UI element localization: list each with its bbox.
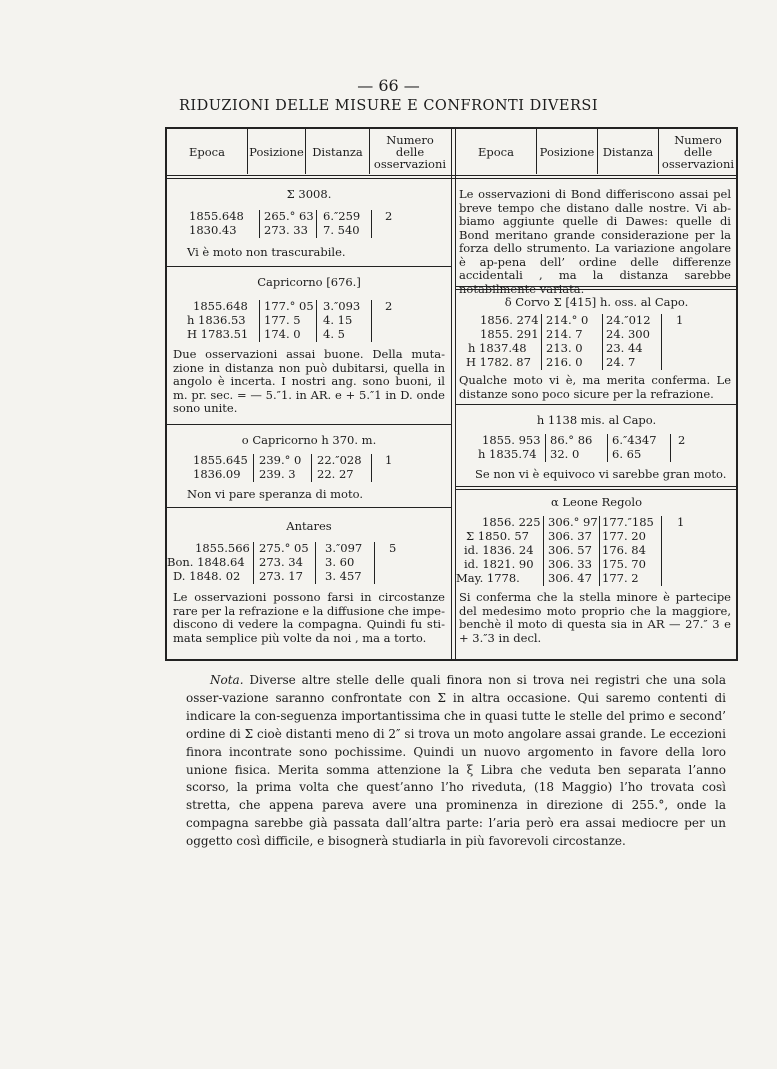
right-header-epoca: Epoca [478, 145, 514, 159]
entry-title-capricorno: Capricorno [676.] [257, 275, 361, 289]
table-row: 1855.566 275.° 05 3.″097 5 [195, 541, 397, 555]
table-row: H 1782. 87 216. 0 24. 7 [466, 355, 636, 369]
col-sep [371, 300, 372, 342]
table-row: 1830.43 273. 33 7. 540 [189, 223, 360, 237]
col-sep [599, 516, 600, 586]
page-number: — 66 — [357, 76, 420, 95]
left-header-sep [369, 129, 370, 174]
entry-title-s3008: Σ 3008. [286, 187, 332, 201]
table-row: h 1837.48 213. 0 23. 44 [468, 341, 643, 355]
section-rule [166, 424, 451, 425]
col-sep [316, 300, 317, 342]
entry-title-ocapricorno: ο Capricorno h 370. m. [241, 433, 377, 447]
entry-note-h1138: Se non vi è equivoco vi sarebbe gran moto. [475, 467, 727, 481]
col-sep [316, 210, 317, 238]
entry-title-h1138: h 1138 mis. al Capo. [536, 413, 657, 427]
col-sep [661, 314, 662, 370]
right-header-numero: Numero delle osservazioni [661, 133, 735, 171]
col-sep [661, 516, 662, 586]
entry-title-antares: Antares [286, 519, 332, 533]
nota-text: Diverse altre stelle delle quali finora non si trova nei registri che una sola osser-vazione saranno confrontate con Σ in altra occasione. Qui saremo contenti di indicare la con-seguenza importantissima che in quasi tutte le stelle del primo e second’ ordine di Σ cioè distanti meno di 2″ si trova un moto angolare assai grande. Le eccezioni finora incontrate sono pochissime. Quindi un nuovo argomento in favore della loro unione fisica. Merita somma attenzione la ξ Libra che veduta ben separata l’anno scorso, la prima volta che quest’anno l’ho riveduta, (18 Maggio) l’ho trovata così stretta, che appena pareva avere una prominenza in direzione di 255.°, onde la compagna sarebbe già passata dall’altra parte: l’aria però era assai mediocre per un oggetto così difficile, e bisognerà studiarla in più favorevoli circostanze. [186, 673, 726, 849]
col-sep [374, 542, 375, 584]
table-row: id. 1836. 24 306. 57 176. 84 [464, 543, 646, 557]
section-rule [456, 289, 737, 290]
bond-note: Le osservazioni di Bond differiscono assai pel breve tempo che distano dalle nostre. Vi ab-biamo aggiunte quelle di Dawes: quelle di Bond meritano grande considerazione per la forza dello strumento. La variazione angolare è ap-pena dell’ ordine delle differenze accidentali , ma la distanza sarebbe notabilmente variata. [459, 187, 731, 296]
page-title: RIDUZIONI DELLE MISURE E CONFRONTI DIVERSI [178, 98, 599, 114]
col-sep [541, 314, 542, 370]
section-rule [456, 486, 737, 487]
col-sep [253, 542, 254, 584]
table-row: 1856. 225 306.° 97 177.″185 1 [482, 515, 685, 529]
table-row: id. 1821. 90 306. 33 175. 70 [464, 557, 646, 571]
col-sep [545, 434, 546, 462]
table-row: 1855.648 265.° 63 6.″259 2 [189, 209, 393, 223]
table-row: h 1835.74 32. 0 6. 65 [478, 447, 642, 461]
col-sep [315, 542, 316, 584]
table-row: 1855.648 177.° 05 3.″093 2 [193, 299, 393, 313]
left-header-numero: Numero delle osservazioni [373, 133, 447, 171]
col-sep [311, 454, 312, 482]
table-row: 1855. 291 214. 7 24. 300 [480, 327, 650, 341]
entry-note-s3008: Vi è moto non trascurabile. [187, 245, 346, 259]
section-rule [166, 266, 451, 267]
entry-note-regolo: Si conferma che la stella minore è partecipe del medesimo moto proprio che la maggiore, benchè il moto di questa sia in AR — 27.″ 3 e + 3.″3 in decl. [459, 590, 731, 645]
table-row: Σ 1850. 57 306. 37 177. 20 [466, 529, 646, 543]
col-sep [607, 434, 608, 462]
table-row: 1855.645 239.° 0 22.″028 1 [193, 453, 393, 467]
table-row: 1856. 274 214.° 0 24.″012 1 [480, 313, 684, 327]
table-row: D. 1848. 02 273. 17 3. 457 [173, 569, 362, 583]
col-sep [670, 434, 671, 462]
table-row: May. 1778. 306. 47 177. 2 [456, 571, 639, 585]
section-rule [456, 404, 737, 405]
entry-note-antares: Le osservazioni possono farsi in circostanze rare per la refrazione e la diffusione che impe-discono di vedere la compagna. Quindi fu sti-mata semplice più volte da noi , ma a torto. [173, 590, 445, 645]
section-rule [456, 489, 737, 490]
entry-note-corvo: Qualche moto vi è, ma merita conferma. Le distanze sono poco sicure per la refrazione. [459, 373, 731, 401]
right-header-distanza: Distanza [602, 145, 654, 159]
entry-note-ocapricorno: Non vi pare speranza di moto. [187, 487, 363, 501]
entry-title-regolo: α Leone Regolo [550, 495, 642, 509]
right-header-posizione: Posizione [539, 145, 595, 159]
left-header-distanza: Distanza [312, 145, 363, 159]
col-sep [371, 210, 372, 238]
table-row: 1836.09 239. 3 22. 27 [193, 467, 354, 481]
col-sep [371, 454, 372, 482]
left-header-posizione: Posizione [249, 145, 304, 159]
entry-note-capricorno: Due osservazioni assai buone. Della muta-zione in distanza non può dubitarsi, quella in angolo è incerta. I nostri ang. sono buoni, il m. pr. sec. = — 5.″1. in AR. e + 5.″1 in D. onde sono unite. [173, 347, 445, 415]
section-rule [456, 286, 737, 287]
col-sep [259, 300, 260, 342]
col-sep [602, 314, 603, 370]
table-row: h 1836.53 177. 5 4. 15 [187, 313, 353, 327]
table-row: 1855. 953 86.° 86 6.″4347 2 [482, 433, 686, 447]
table-row: Bon. 1848.64 273. 34 3. 60 [167, 555, 355, 569]
nota-label: Nota. [210, 673, 244, 687]
right-header-sep [658, 129, 659, 174]
left-header-epoca: Epoca [189, 145, 225, 159]
table-row: H 1783.51 174. 0 4. 5 [187, 327, 345, 341]
header-rule [166, 178, 737, 179]
header-rule [166, 175, 737, 176]
entry-title-corvo: δ Corvo Σ [415] h. oss. al Capo. [504, 295, 689, 309]
nota-paragraph [186, 672, 726, 851]
col-sep [253, 454, 254, 482]
col-sep [259, 210, 260, 238]
col-sep [543, 516, 544, 586]
section-rule [166, 507, 451, 508]
